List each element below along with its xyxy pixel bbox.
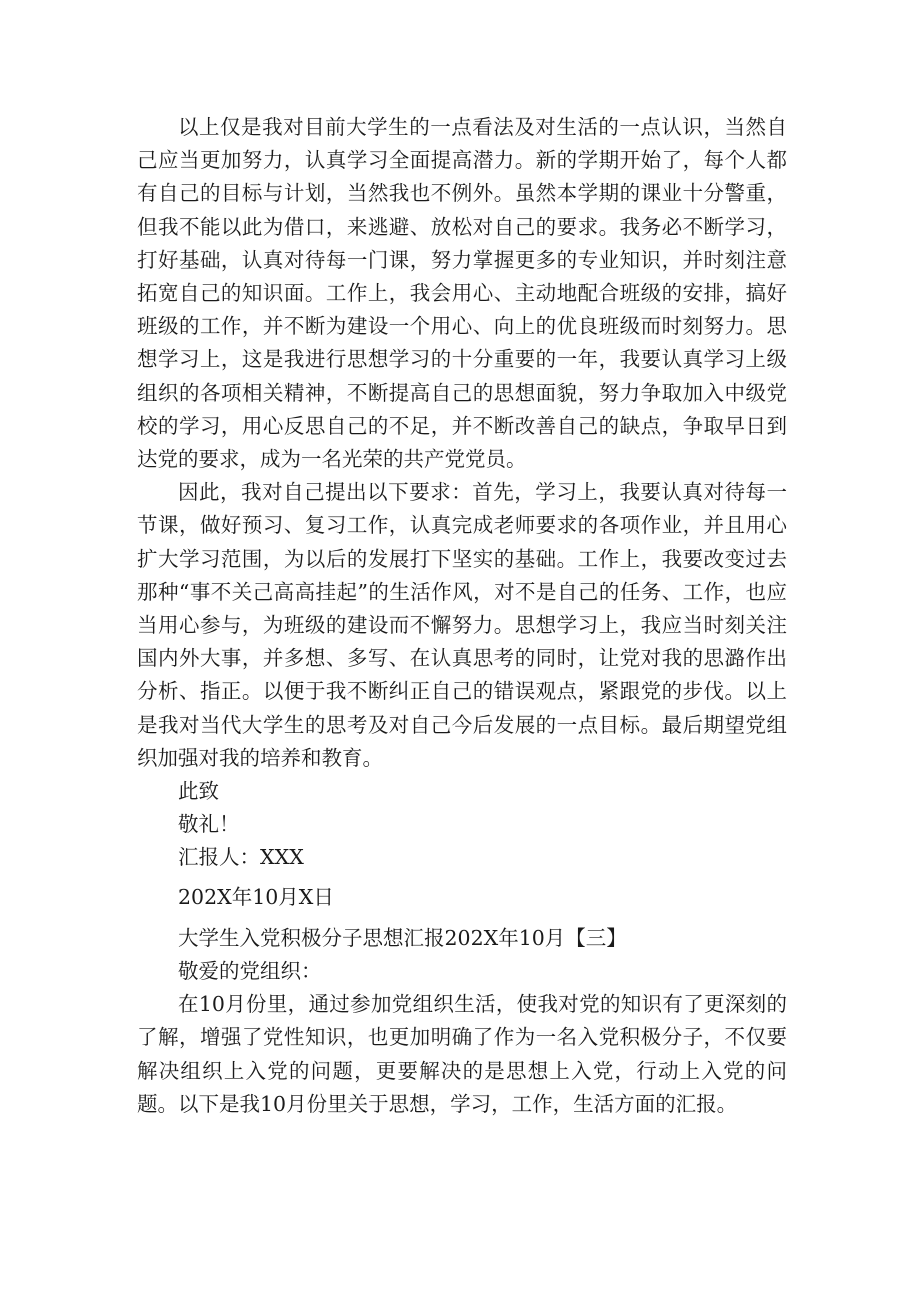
paragraph-1: 以上仅是我对目前大学生的一点看法及对生活的一点认识，当然自己应当更加努力，认真学习全面提高潜力。新的学期开始了，每个人都有自己的目标与计划，当然我也不例外。虽然本学期的课业十分警重，但我不能以此为借口，来逃避、放松对自己的要求。我务必不断学习，打好基础，认真对待每一门课，努力掌握更多的专业知识，并时刻注意拓宽自己的知识面。工作上，我会用心、主动地配合班级的安排，搞好班级的工作，并不断为建设一个用心、向上的优良班级而时刻努力。思想学习上，这是我进行思想学习的十分重要的一年，我要认真学习上级组织的各项相关精神，不断提高自己的思想面貌，努力争取加入中级党校的学习，用心反思自己的不足，并不断改善自己的缺点，争取早日到达党的要求，成为一名光荣的共产党党员。	[137, 115, 787, 472]
closing-line-2: 敬礼！	[178, 812, 240, 837]
date-line: 202X年10月X日	[178, 884, 334, 909]
reporter-line: 汇报人：XXX	[178, 845, 304, 870]
salutation: 敬爱的党组织：	[178, 959, 322, 984]
document-body	[137, 111, 787, 1121]
section-title: 大学生入党积极分子思想汇报202X年10月【三】	[178, 925, 627, 950]
paragraph-2: 因此，我对自己提出以下要求：首先，学习上，我要认真对待每一节课，做好预习、复习工作，认真完成老师要求的各项作业，并且用心扩大学习范围，为以后的发展打下坚实的基础。工作上，我要改变过去那种“事不关己高高挂起”的生活作风，对不是自己的任务、工作，也应当用心参与，为班级的建设而不懈努力。思想学习上，我应当时刻关注国内外大事，并多想、多写、在认真思考的同时，让党对我的思潞作出分析、指正。以便于我不断纠正自己的错误观点，紧跟党的步伐。以上是我对当代大学生的思考及对自己今后发展的一点目标。最后期望党组织加强对我的培养和教育。	[137, 480, 787, 770]
closing-line-1: 此致	[178, 779, 219, 804]
paragraph-3: 在10月份里，通过参加党组织生活，使我对党的知识有了更深刻的了解，增强了党性知识，也更加明确了作为一名入党积极分子，不仅要解决组织上入党的问题，更要解决的是思想上入党，行动上入党的问题。以下是我10月份里关于思想，学习，工作，生活方面的汇报。	[137, 992, 787, 1116]
